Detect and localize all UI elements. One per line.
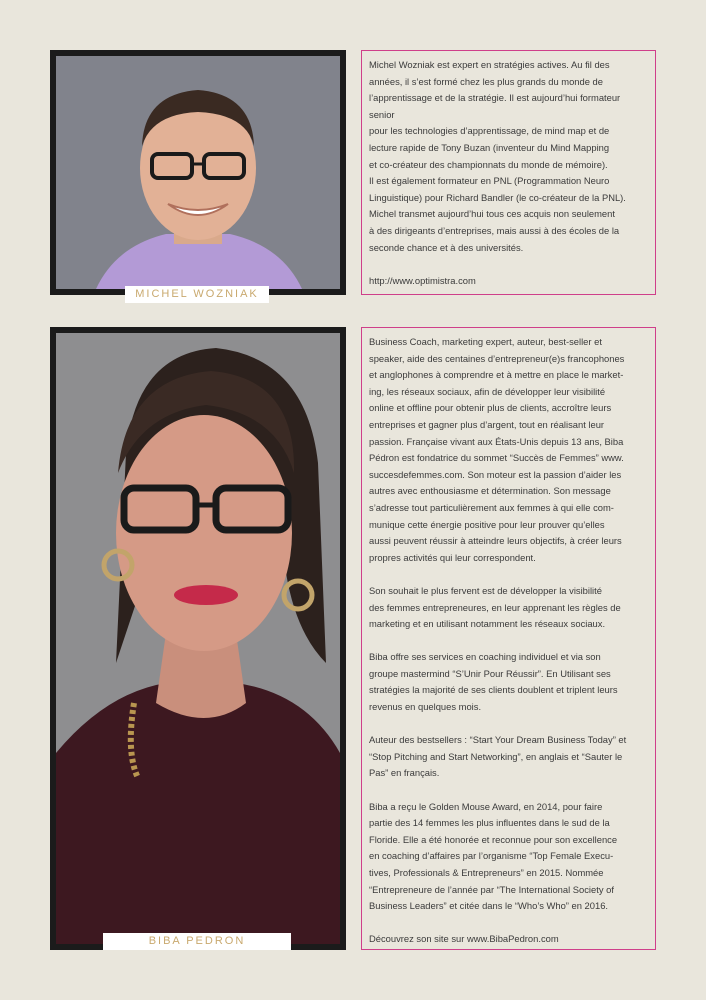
bio-line: passion. Française vivant aux États-Unis depuis 13 ans, Biba [369,435,624,447]
name-tag-michel: MICHEL WOZNIAK [125,286,269,303]
bio-line: l’apprentissage et de la stratégie. Il est aujourd’hui formateur [369,92,621,104]
bio-line: Michel Wozniak est expert en stratégies actives. Au fil des [369,59,610,70]
bio-line: stratégies la majorité de ses clients doublent et triplent leurs [369,684,618,696]
paragraph-gap [369,782,648,799]
portrait-photo-michel [56,56,340,289]
bio-line: et co-créateur des championnats du monde de mémoire). [369,158,608,170]
bio-line: http://www.optimistra.com [369,274,476,286]
name-tag-biba: BIBA PEDRON [103,933,291,950]
bio-line: Son souhait le plus fervent est de développer la visibilité [369,584,602,596]
paragraph-gap [369,716,648,733]
bio-line: propres activités qui leur correspondent. [369,551,536,563]
bio-line: seconde chance et à des universités. [369,241,524,253]
bio-line: Auteur des bestsellers : “Start Your Dream Business Today” et [369,734,627,746]
bio-text-michel [369,57,648,289]
bio-line: “Entrepreneure de l’année par “The International Society of [369,883,614,895]
bio-line: Business Coach, marketing expert, auteur, best-seller et [369,336,602,347]
bio-line: ing, les réseaux sociaux, afin de développer leur visibilité [369,385,606,397]
bio-line: Découvrez son site sur www.BibaPedron.com [369,933,559,945]
bio-line: Biba a reçu le Golden Mouse Award, en 2014, pour faire [369,800,603,812]
bio-line: succesdefemmes.com. Son moteur est la passion d’aider les [369,468,622,480]
bio-line: marketing et en utilisant notamment les réseaux sociaux. [369,618,606,630]
bio-line: lecture rapide de Tony Buzan (inventeur du Mind Mapping [369,141,610,153]
bio-line: et anglophones à comprendre et à mettre en place le market- [369,369,624,381]
bio-line: revenus en quelques mois. [369,701,482,713]
bio-line: online et offline pour obtenir plus de clients, accroître leurs [369,402,612,414]
bio-line: senior [369,108,395,120]
bio-text-biba [369,334,648,948]
bio-box-biba [361,327,656,950]
bio-line: autres avec enthousiasme et détermination. Son message [369,485,611,497]
bio-line: Linguistique) pour Richard Bandler (le co-créateur de la PNL). [369,191,626,203]
profile-photo-frame-michel [50,50,346,295]
bio-line: des femmes entrepreneures, en leur apprenant les règles de [369,601,621,613]
bio-line: Floride. Elle a été honorée et reconnue pour son excellence [369,833,618,845]
bio-line: speaker, aide des centaines d’entrepreneur(e)s francophones [369,352,625,364]
bio-line: en coaching d’affaires par l’organisme “Top Female Execu- [369,850,614,862]
bio-line: groupe mastermind “S’Unir Pour Réussir”. En Utilisant ses [369,667,611,679]
bio-line: tives, Professionals & Entrepreneurs” en 2015. Nommée [369,867,604,878]
bio-line: Business Leaders” et citée dans le “Who’s Who” en 2016. [369,900,609,912]
bio-line: entreprises et gagner plus d’argent, tout en réalisant leur [369,418,605,430]
bio-line: Il est également formateur en PNL (Programmation Neuro [369,175,610,187]
paragraph-gap [369,915,648,932]
bio-line: Michel transmet aujourd’hui tous ces acquis non seulement [369,208,615,220]
bio-line: Pédron est fondatrice du sommet “Succès de Femmes” www. [369,452,624,464]
bio-line: partie des 14 femmes les plus influentes dans le sud de la [369,817,610,829]
portrait-photo-biba [56,333,340,944]
bio-line: munique cette énergie positive pour leur prouver qu’elles [369,518,605,530]
profile-photo-frame-biba [50,327,346,950]
bio-line: aussi peuvent réussir à atteindre leurs objectifs, à créer leurs [369,535,622,547]
bio-line: pour les technologies d’apprentissage, de mind map et de [369,125,610,137]
bio-line: s’adresse tout particulièrement aux femmes à qui elle com- [369,501,614,513]
bio-line: Biba offre ses services en coaching individuel et via son [369,651,601,663]
bio-line: à des dirigeants d’entreprises, mais aussi à des écoles de la [369,224,620,236]
bio-line: années, il s’est formé chez les plus grands du monde de [369,75,603,87]
bio-line: Pas” en français. [369,767,440,779]
bio-line: “Stop Pitching and Start Networking”, en anglais et “Sauter le [369,750,623,762]
paragraph-gap [369,566,648,583]
paragraph-gap [369,633,648,650]
paragraph-gap [369,256,648,273]
bio-box-michel [361,50,656,295]
